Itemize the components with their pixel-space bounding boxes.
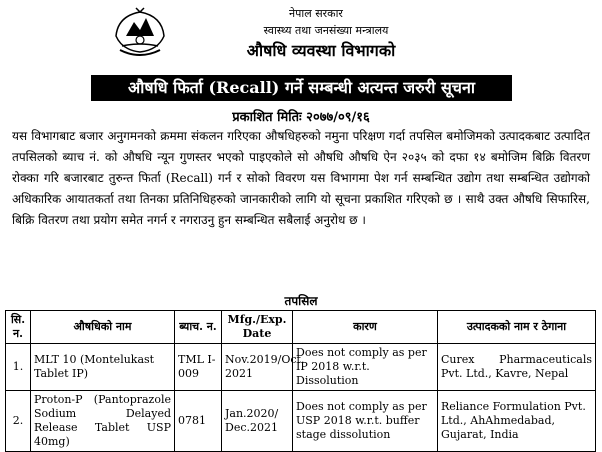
ministry-name: स्वास्थ्य तथा जनसंख्या मन्त्रालय — [263, 24, 389, 37]
cell-serial: 1. — [6, 344, 31, 391]
col-batch-no: ब्याच. न. — [175, 311, 222, 344]
notice-title: औषधि फिर्ता (Recall) गर्ने सम्बन्धी अत्यन्त जरुरी सूचना — [91, 75, 512, 101]
cell-mfg-exp: Nov.2019/Oct. 2021 — [222, 344, 293, 391]
cell-reason: Does not comply as per USP 2018 w.r.t. buffer stage dissolution — [293, 391, 438, 452]
cell-batch-no: 0781 — [175, 391, 222, 452]
col-manufacturer: उत्पादकको नाम र ठेगाना — [438, 311, 596, 344]
published-date: प्रकाशित मितिः २०७७/०९/१६ — [232, 110, 370, 125]
cell-serial: 2. — [6, 391, 31, 452]
cell-medicine-name: MLT 10 (Montelukast Tablet IP) — [31, 344, 175, 391]
annex-title: तपसिल — [284, 294, 318, 308]
cell-medicine-name: Proton-P (Pantoprazole Sodium Delayed Release Tablet USP 40mg) — [31, 391, 175, 452]
table-row — [6, 391, 596, 452]
table-header-row — [6, 311, 596, 344]
department-name: औषधि व्यवस्था विभागको — [246, 41, 396, 60]
col-medicine-name: औषधिको नाम — [31, 311, 175, 344]
cell-batch-no: TML I-009 — [175, 344, 222, 391]
col-mfg-exp: Mfg./Exp. Date — [222, 311, 293, 344]
col-serial: सि. न. — [6, 311, 31, 344]
cell-reason: Does not comply as per IP 2018 w.r.t. Dissolution — [293, 344, 438, 391]
cell-manufacturer: Reliance Formulation Pvt. Ltd., AhAhmedabad, Gujarat, India — [438, 391, 596, 452]
table-row — [6, 344, 596, 391]
cell-manufacturer: Curex Pharmaceuticals Pvt. Ltd., Kavre, Nepal — [438, 344, 596, 391]
notice-body: यस विभागबाट बजार अनुगमनको क्रममा संकलन गरिएका औषधिहरुको नमुना परिक्षण गर्दा तपसिल बमोजिमको उत्पादकबाट उत्पादित तपसिलको ब्याच नं. को औषधि न्यून गुणस्तर भएको पाइएकोले सो औषधि औषधि ऐन २०३५ को दफा १४ बमोजिम बिक्रि वितरण रोक्का गरि बजारबाट तुरुन्त फिर्ता (Recall) गर्न र सोको विवरण यस विभागमा पेश गर्न सम्बन्धित उद्योग तथा सम्बन्धित उद्योगको अधिकारिक आयातकर्ता तथा तिनका प्रतिनिधिहरुको जानकारीको लागि यो सूचना प्रकाशित गरिएको छ । साथै उक्त औषधि सिफारिस, बिक्रि वितरण तथा प्रयोग समेत नगर्न र नगराउनु हुन सम्बन्धित सबैलाई अनुरोध छ । — [12, 129, 590, 227]
recall-table — [5, 310, 596, 452]
government-name: नेपाल सरकार — [289, 7, 343, 20]
cell-mfg-exp: Jan.2020/ Dec.2021 — [222, 391, 293, 452]
col-reason: कारण — [293, 311, 438, 344]
